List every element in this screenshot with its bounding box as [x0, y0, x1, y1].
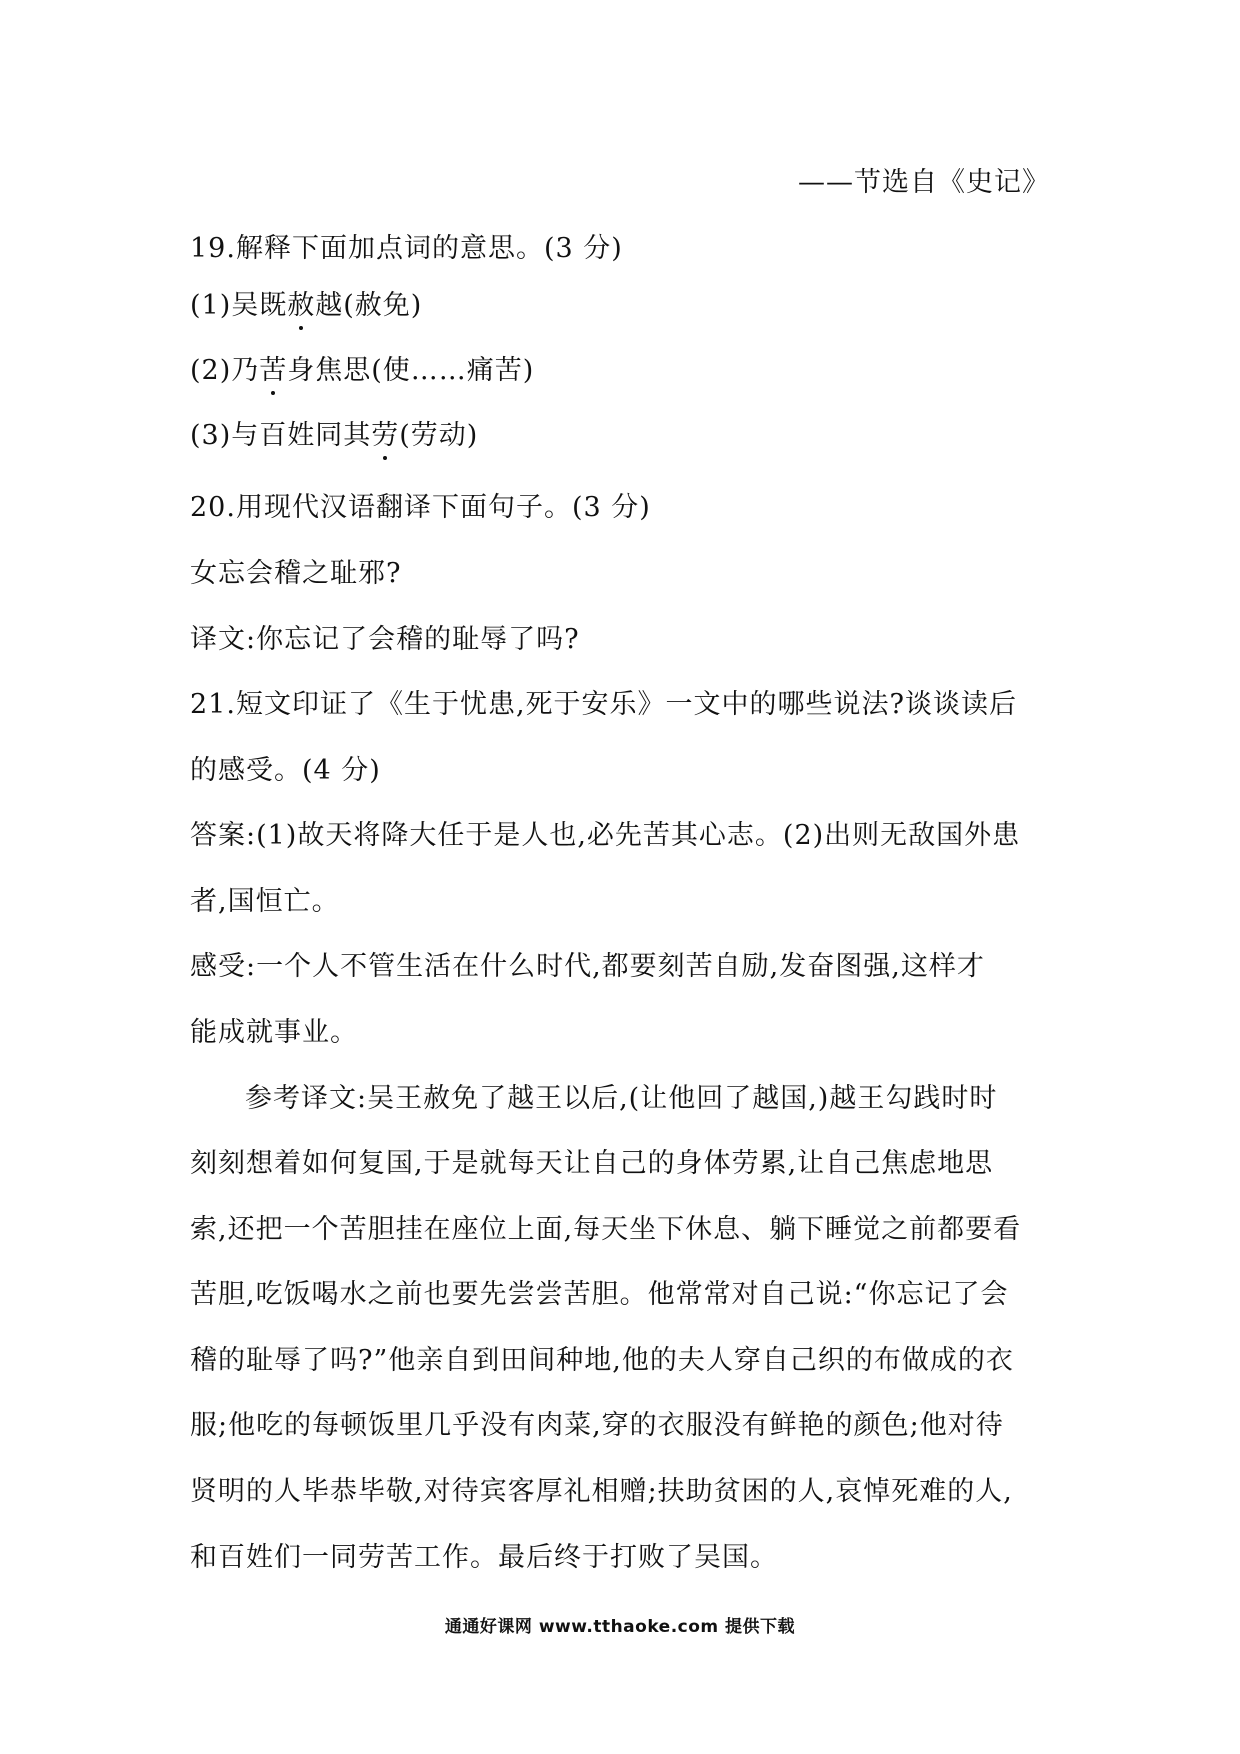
q19-item-3-dotted-word: 劳 [371, 418, 399, 454]
q19-item-1-post: 越(赦免) [315, 290, 423, 321]
translation-line: 和百姓们一同劳苦工作。最后终于打败了吴国。 [190, 1542, 778, 1573]
translation-line: 苦胆,吃饭喝水之前也要先尝尝苦胆。他常常对自己说:“你忘记了会 [190, 1279, 1009, 1310]
translation-line: 稽的耻辱了吗?”他亲自到田间种地,他的夫人穿自己织的布做成的衣 [190, 1345, 1014, 1376]
q19-item-3-post: (劳动) [399, 420, 479, 451]
q19-item-3 [190, 418, 478, 454]
q21-line: 21.短文印证了《生于忧患,死于安乐》一文中的哪些说法?谈谈读后 [190, 689, 1017, 720]
q19-item-1 [190, 288, 422, 324]
q19-item-3-pre: (3)与百姓同其 [190, 420, 372, 451]
q21-feeling-line: 能成就事业。 [190, 1017, 358, 1048]
q19-title: 19.解释下面加点词的意思。(3 分) [190, 233, 623, 264]
translation-line: 服;他吃的每顿饭里几乎没有肉菜,穿的衣服没有鲜艳的颜色;他对待 [190, 1410, 1004, 1441]
translation-line: 刻刻想着如何复国,于是就每天让自己的身体劳累,让自己焦虑地思 [190, 1148, 994, 1179]
q21-answer-line: 者,国恒亡。 [190, 886, 340, 917]
q19-item-2-pre: (2)乃 [190, 355, 260, 386]
q21-line: 的感受。(4 分) [190, 755, 381, 786]
q19-item-2 [190, 353, 534, 389]
footer-watermark: 通通好课网 www.tthaoke.com 提供下载 [444, 1617, 796, 1637]
q21-answer-line: 答案:(1)故天将降大任于是人也,必先苦其心志。(2)出则无敌国外患 [190, 820, 1021, 851]
source-attribution: ——节选自《史记》 [798, 167, 1050, 198]
q19-item-2-post: 身焦思(使……痛苦) [287, 355, 535, 386]
q19-item-1-pre: (1)吴既 [190, 290, 288, 321]
q21-feeling-line: 感受:一个人不管生活在什么时代,都要刻苦自励,发奋图强,这样才 [190, 951, 985, 982]
translation-line: 贤明的人毕恭毕敬,对待宾客厚礼相赠;扶助贫困的人,哀悼死难的人, [190, 1476, 1013, 1507]
q20-answer: 译文:你忘记了会稽的耻辱了吗? [190, 624, 580, 655]
q19-item-1-dotted-word: 赦 [287, 288, 315, 324]
q20-title: 20.用现代汉语翻译下面句子。(3 分) [190, 492, 651, 523]
translation-line: 参考译文:吴王赦免了越王以后,(让他回了越国,)越王勾践时时 [245, 1083, 998, 1114]
q20-sentence: 女忘会稽之耻邪? [190, 558, 402, 589]
q19-item-2-dotted-word: 苦 [259, 353, 287, 389]
translation-line: 索,还把一个苦胆挂在座位上面,每天坐下休息、躺下睡觉之前都要看 [190, 1214, 1022, 1245]
